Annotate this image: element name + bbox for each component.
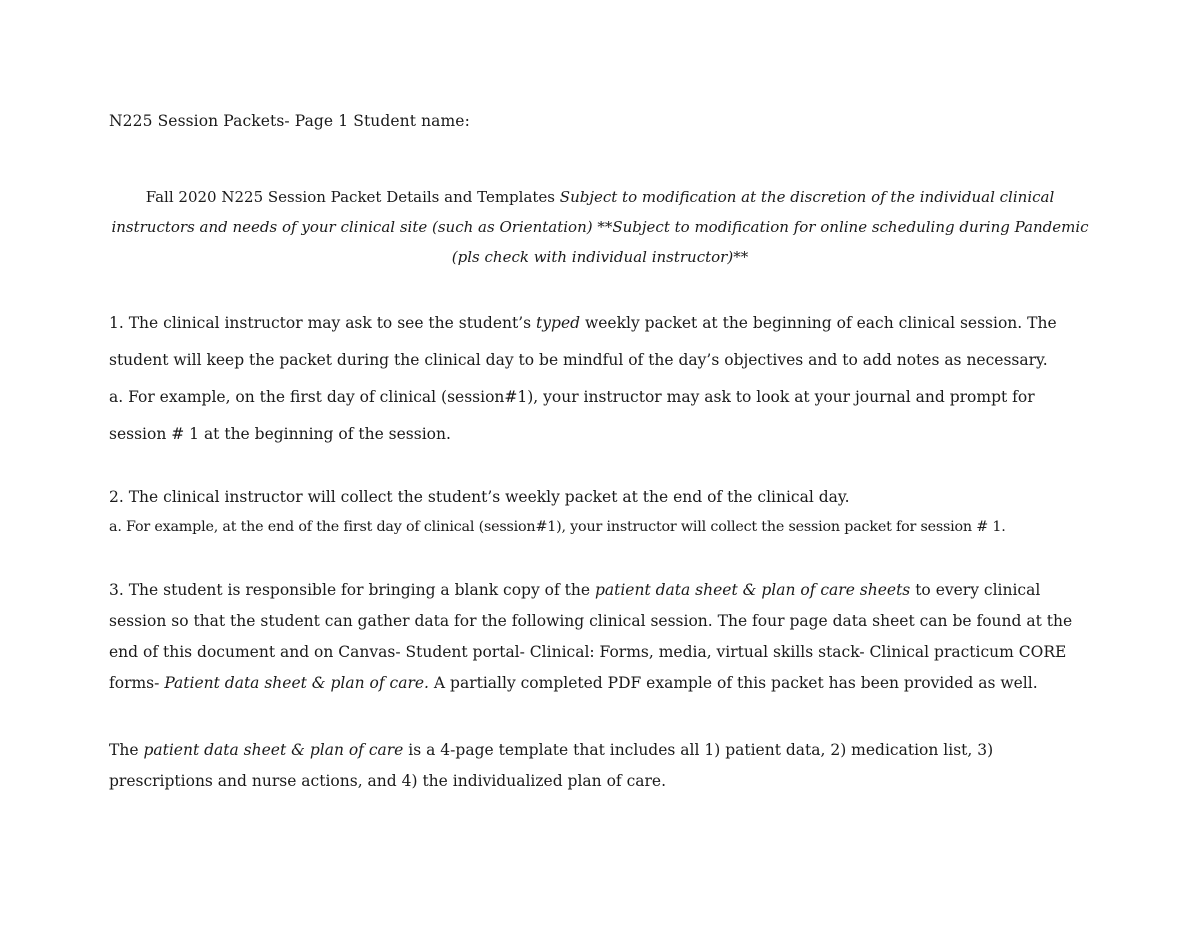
p3-text-mid: to every clinical session so that the student can gather data for the following clinical session. The four page data sheet can be found at the end of this document and on Canvas- Student portal- Clinical: Forms, media, virtual skills stack- Clinical practicum CORE forms- — [109, 581, 1073, 692]
p4-emphasis: patient data sheet & plan of care — [143, 741, 404, 759]
p4-text-pre: The — [109, 741, 139, 759]
p1-example-line2: session # 1 at the beginning of the session. — [109, 425, 451, 443]
p3-text-pre: 3. The student is responsible for bringing a blank copy of the — [109, 581, 591, 599]
document-title — [109, 182, 1091, 272]
p3-emphasis-datasheet: Patient data sheet & plan of care. — [164, 674, 429, 692]
p3-text-post: A partially completed PDF example of this packet has been provided as well. — [433, 674, 1038, 692]
p1-text-pre: 1. The clinical instructor may ask to see the student’s — [109, 314, 532, 332]
paragraph-2: 2. The clinical instructor will collect the student’s weekly packet at the end of the clinical day. — [109, 488, 850, 506]
paragraph-1 — [109, 305, 1091, 453]
paragraph-3 — [109, 575, 1091, 699]
paragraph-4 — [109, 735, 1091, 797]
paragraph-2-example: a. For example, at the end of the first day of clinical (session#1), your instructor will collect the session packet for session # 1. — [109, 519, 1006, 535]
p1-typed-emphasis: typed — [536, 314, 581, 332]
page-header: N225 Session Packets- Page 1 Student name: — [109, 112, 470, 130]
title-note: Subject to modification at the discretion of the individual clinical instructors and needs of your clinical site (such as Orientation) **Subject to modification for online scheduling during Pandemic (pls check with individual instructor)** — [111, 188, 1089, 266]
p4-text-post: is a 4-page template that includes all 1) patient data, 2) medication list, 3) prescriptions and nurse actions, and 4) the individualized plan of care. — [109, 741, 994, 790]
p1-text-post: weekly packet at the beginning of each clinical session. The student will keep the packet during the clinical day to be mindful of the day’s objectives and to add notes as necessary. — [109, 314, 1057, 369]
p1-example-line1: a. For example, on the first day of clinical (session#1), your instructor may ask to look at your journal and prompt for — [109, 388, 1035, 406]
p3-emphasis-sheets: patient data sheet & plan of care sheets — [594, 581, 911, 599]
title-main: Fall 2020 N225 Session Packet Details and Templates — [145, 188, 556, 206]
